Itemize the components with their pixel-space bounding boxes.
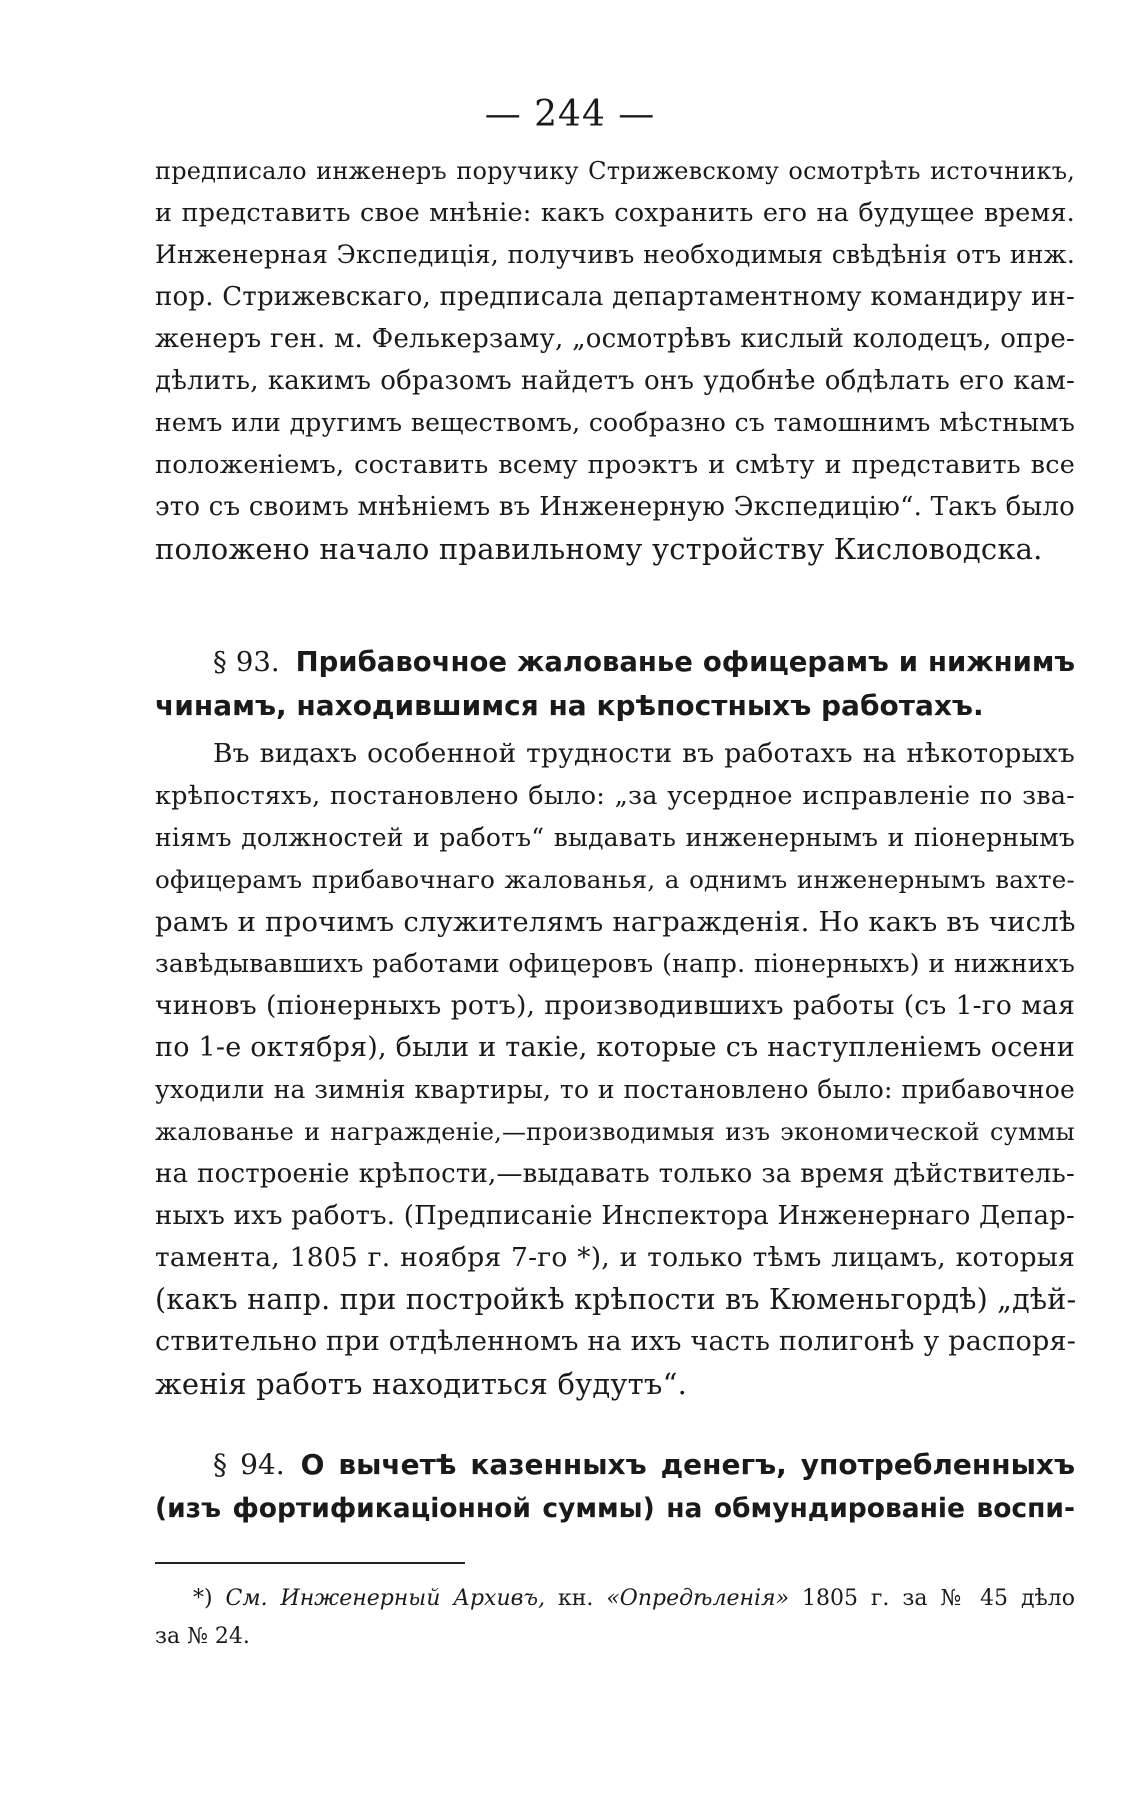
text-line: по 1-е октября), были и такіе, которые съ наступленіемъ осени: [155, 1032, 1075, 1063]
text-line: завѣдывавшихъ работами офицеровъ (напр. піонерныхъ) и нижнихъ: [155, 949, 1075, 978]
text-line: Въ видахъ особенной трудности въ работахъ на нѣкоторыхъ: [213, 738, 1075, 769]
footnote: [155, 1580, 1075, 1656]
text-line: дѣлить, какимъ образомъ найдетъ онъ удобнѣе обдѣлать его кам-: [155, 366, 1075, 396]
text-line: женія работъ находиться будутъ“.: [155, 1367, 688, 1401]
text-line: предписало инженеръ поручику Стрижевскому осмотрѣть источникъ,: [155, 157, 1075, 185]
section-93-heading: [155, 640, 1075, 728]
text-line: положено начало правильному устройству Кисловодска.: [155, 532, 1043, 566]
section-heading-line: [155, 1443, 1075, 1487]
text-line: немъ или другимъ веществомъ, сообразно съ тамошнимъ мѣстнымъ: [155, 408, 1075, 437]
text-line: положеніемъ, составить всему проэктъ и смѣту и представить все: [155, 450, 1075, 480]
section-title: О вычетѣ казенныхъ денегъ, употребленныхъ: [300, 1448, 1076, 1481]
footnote-line: за № 24.: [155, 1624, 250, 1649]
text-line: Инженерная Экспедиція, получивъ необходимыя свѣдѣнія отъ инж.: [155, 240, 1075, 269]
footnote-kn: кн.: [558, 1586, 594, 1611]
text-line: офицерамъ прибавочнаго жалованья, а однимъ инженернымъ вахте-: [155, 865, 1075, 894]
footnote-marker: *): [193, 1586, 213, 1611]
section-title: Прибавочное жалованье офицерамъ и нижнимъ: [295, 646, 1075, 678]
section-heading-line: (изъ фортификаціонной суммы) на обмундированіе воспи-: [155, 1493, 1075, 1524]
text-line: уходили на зимнія квартиры, то и постановлено было: прибавочное: [155, 1075, 1075, 1104]
paragraph-continued: [155, 150, 1075, 570]
text-line: женеръ ген. м. Фелькерзаму, „осмотрѣвъ кислый колодецъ, опре-: [155, 324, 1075, 354]
text-line: на построеніе крѣпости,—выдавать только за время дѣйствитель-: [155, 1159, 1075, 1189]
text-line: крѣпостяхъ, постановлено было: „за усердное исправленіе по зва-: [155, 781, 1075, 811]
footnote-line: [155, 1580, 1075, 1618]
section-93-body: [155, 733, 1075, 1405]
text-line: тамента, 1805 г. ноября 7-го *), и только тѣмъ лицамъ, которыя: [155, 1242, 1075, 1273]
section-heading-line: чинамъ, находившимся на крѣпостныхъ работахъ.: [155, 689, 984, 722]
section-number: § 94.: [213, 1448, 285, 1481]
text-line: это съ своимъ мнѣніемъ въ Инженерную Экспедицію“. Такъ было: [155, 492, 1075, 522]
page-number: — 244 —: [484, 94, 656, 135]
text-line: (какъ напр. при постройкѣ крѣпости въ Кюменьгордѣ) „дѣй-: [155, 1283, 1077, 1316]
footnote-detail: 1805 г. за № 45 дѣло: [801, 1586, 1075, 1611]
footnote-divider: [155, 1562, 465, 1564]
text-line: ніямъ должностей и работъ“ выдавать инженернымъ и піонернымъ: [155, 823, 1075, 852]
section-number: § 93.: [213, 646, 280, 678]
text-line: пор. Стрижевскаго, предписала департаментному командиру ин-: [155, 282, 1075, 312]
footnote-title: «Опредѣленія»: [606, 1586, 790, 1611]
footnote-source: См. Инженерный Архивъ,: [225, 1586, 546, 1611]
text-line: чиновъ (піонерныхъ ротъ), производившихъ работы (съ 1-го мая: [155, 990, 1075, 1021]
text-line: рамъ и прочимъ служителямъ награжденія. Но какъ въ числѣ: [155, 906, 1076, 938]
text-line: ствительно при отдѣленномъ на ихъ часть полигонѣ у распоря-: [155, 1326, 1077, 1357]
section-heading-line: [155, 640, 1075, 684]
text-line: жалованье и награжденіе,—производимыя изъ экономической суммы: [155, 1118, 1075, 1146]
text-line: ныхъ ихъ работъ. (Предписаніе Инспектора Инженернаго Депар-: [155, 1201, 1075, 1231]
section-94-heading: [155, 1443, 1075, 1531]
text-line: и представить свое мнѣніе: какъ сохранить его на будущее время.: [155, 198, 1075, 228]
